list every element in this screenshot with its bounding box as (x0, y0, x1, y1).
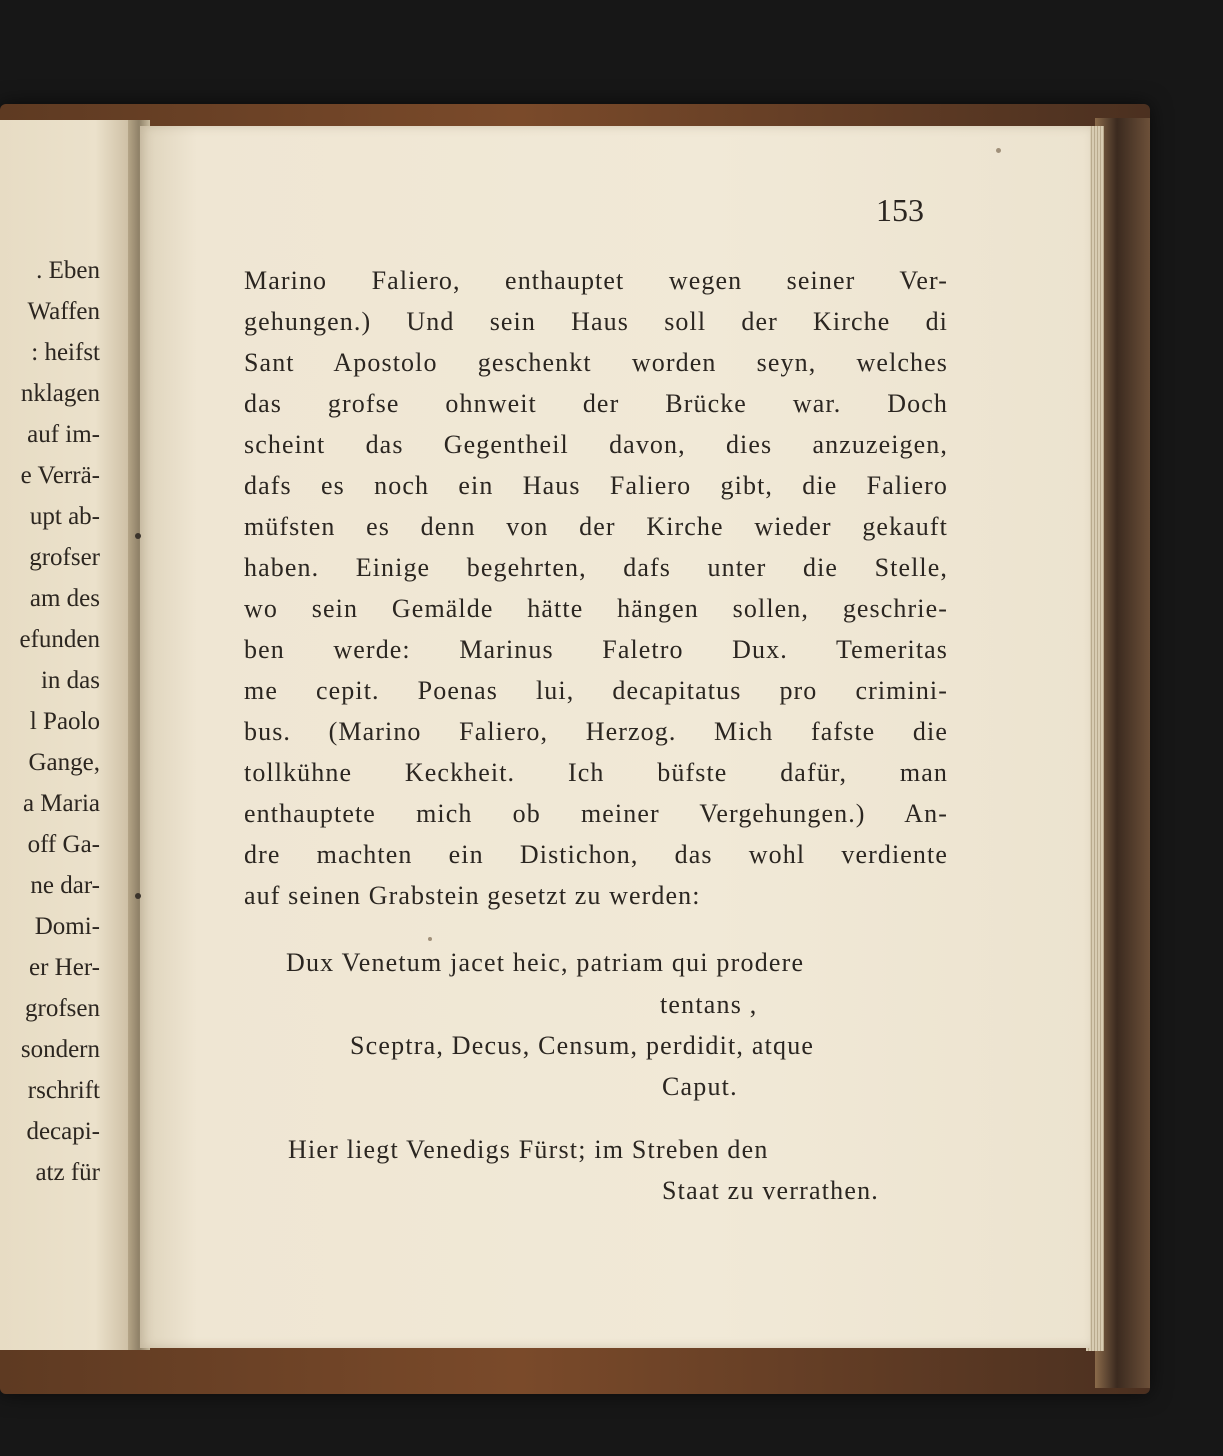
text-line: scheint das Gegentheil davon, dies anzuzeigen, (244, 430, 948, 459)
left-line: ne dar- (30, 872, 100, 899)
text-line: dre machten ein Distichon, das wohl verdiente (244, 840, 948, 869)
left-line: . Eben (36, 257, 100, 284)
left-line: Domi- (34, 913, 100, 940)
paper-speck (428, 937, 432, 941)
text-line: Marino Faliero, enthauptet wegen seiner Ver- (244, 266, 948, 295)
text-line: gehungen.) Und sein Haus soll der Kirche di (244, 307, 948, 336)
left-line: er Her- (29, 954, 100, 981)
text-line: wo sein Gemälde hätte hängen sollen, geschrie- (244, 594, 948, 623)
text-line: ben werde: Marinus Faletro Dux. Temeritas (244, 635, 948, 664)
text-line: müfsten es denn von der Kirche wieder gekauft (244, 512, 948, 541)
paper-speck (135, 893, 141, 899)
left-line: off Ga- (27, 831, 100, 858)
left-line: l Paolo (29, 708, 100, 735)
text-line: das grofse ohnweit der Brücke war. Doch (244, 389, 948, 418)
left-line: rschrift (27, 1077, 100, 1104)
left-line: a Maria (22, 790, 100, 817)
page-number: 153 (876, 192, 924, 228)
left-line: Gange, (28, 749, 100, 776)
text-line: dafs es noch ein Haus Faliero gibt, die Faliero (244, 471, 948, 500)
left-line: auf im- (27, 421, 100, 448)
text-line: tollkühne Keckheit. Ich büfste dafür, man (244, 758, 948, 787)
left-line: grofser (29, 544, 100, 571)
left-line: e Verrä- (20, 462, 100, 489)
text-line: Sant Apostolo geschenkt worden seyn, welches (244, 348, 948, 377)
left-line: atz für (35, 1159, 100, 1186)
text-line: auf seinen Grabstein gesetzt zu werden: (244, 881, 701, 910)
left-line: efunden (19, 626, 100, 653)
verse-line: Staat zu verrathen. (662, 1176, 879, 1205)
left-line: decapi- (26, 1118, 100, 1145)
left-line: Waffen (27, 298, 100, 325)
text-line: enthauptete mich ob meiner Vergehungen.) An- (244, 799, 948, 828)
text-line: haben. Einige begehrten, dafs unter die Stelle, (244, 553, 948, 582)
paper-speck (996, 148, 1001, 153)
verse-line: Sceptra, Decus, Censum, perdidit, atque (350, 1031, 815, 1060)
paper-speck (135, 533, 141, 539)
left-line: nklagen (20, 380, 100, 407)
left-line: am des (29, 585, 100, 612)
text-line: bus. (Marino Faliero, Herzog. Mich fafste die (244, 717, 948, 746)
verse-line: tentans , (660, 990, 758, 1019)
left-line: grofsen (25, 995, 100, 1022)
verse-line: Caput. (662, 1072, 738, 1101)
left-line: sondern (20, 1036, 100, 1063)
verse-line: Dux Venetum jacet heic, patriam qui prodere (286, 948, 805, 977)
left-line: upt ab- (29, 503, 100, 530)
left-line: : heifst (31, 339, 100, 366)
verse-line: Hier liegt Venedigs Fürst; im Streben den (288, 1135, 769, 1164)
text-line: me cepit. Poenas lui, decapitatus pro crimini- (244, 676, 948, 705)
left-line: in das (40, 667, 100, 694)
